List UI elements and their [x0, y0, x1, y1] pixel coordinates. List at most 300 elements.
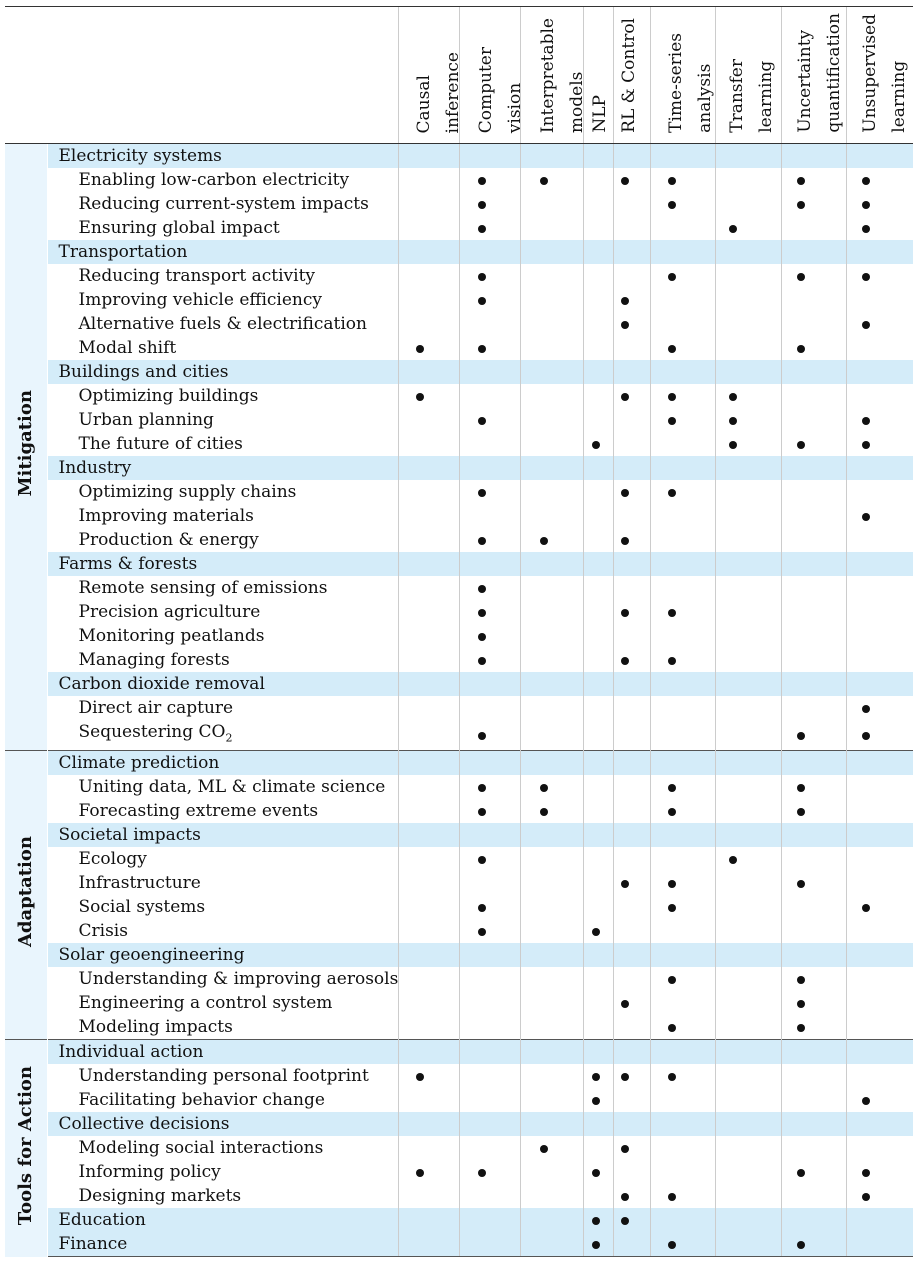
- method-cell: [459, 456, 520, 480]
- method-cell: [520, 312, 583, 336]
- method-cell: [846, 1184, 913, 1208]
- method-cell: [613, 1232, 650, 1257]
- row-label-text: Solar geoengineering: [58, 945, 245, 966]
- method-cell: [520, 168, 583, 192]
- column-header-line: inference: [442, 51, 463, 133]
- category-row: [5, 672, 913, 696]
- method-cell: [520, 943, 583, 967]
- applicable-dot: [862, 732, 870, 740]
- method-cell: [650, 847, 715, 871]
- method-cell: [520, 216, 583, 240]
- applicable-dot: [797, 784, 805, 792]
- column-header-row: [5, 7, 913, 144]
- method-cell: [613, 751, 650, 776]
- applicable-dot: [478, 177, 486, 185]
- applicable-dot: [478, 904, 486, 912]
- applicable-dot: [621, 489, 629, 497]
- subtopic-label: [47, 1136, 398, 1160]
- method-cell: [650, 895, 715, 919]
- subtopic-row: [5, 1064, 913, 1088]
- method-cell: [846, 648, 913, 672]
- row-label-text: Buildings and cities: [58, 362, 229, 382]
- row-label-text: Ecology: [78, 849, 147, 870]
- method-cell: [650, 624, 715, 648]
- method-cell: [715, 552, 781, 576]
- subtopic-row: [5, 216, 913, 240]
- method-cell: [613, 552, 650, 576]
- applicable-dot: [862, 441, 870, 449]
- subtopic-row: [5, 432, 913, 456]
- method-cell: [846, 1160, 913, 1184]
- method-cell: [846, 1112, 913, 1136]
- category-row: [5, 552, 913, 576]
- method-cell: [715, 1015, 781, 1040]
- row-label-text: Optimizing supply chains: [78, 482, 297, 502]
- subtopic-row: [5, 720, 913, 751]
- method-cell: [715, 919, 781, 943]
- method-cell: [583, 264, 613, 288]
- method-cell: [715, 600, 781, 624]
- row-label-text: Climate prediction: [58, 753, 220, 774]
- method-cell: [613, 312, 650, 336]
- subtopic-label: [47, 408, 398, 432]
- method-cell: [613, 1088, 650, 1112]
- subtopic-row: [5, 1136, 913, 1160]
- method-cell: [459, 168, 520, 192]
- row-label-text: Social systems: [78, 897, 206, 918]
- subtopic-row: [5, 775, 913, 799]
- method-cell: [459, 360, 520, 384]
- applicable-dot: [862, 225, 870, 233]
- applicable-dot: [797, 808, 805, 816]
- column-header-label: [723, 55, 781, 139]
- method-cell: [781, 192, 846, 216]
- category-row: [5, 1112, 913, 1136]
- method-cell: [613, 144, 650, 169]
- subtopic-label: [47, 384, 398, 408]
- method-cell: [715, 799, 781, 823]
- method-cell: [398, 1184, 459, 1208]
- category-label: [47, 823, 398, 847]
- method-cell: [520, 871, 583, 895]
- method-cell: [583, 624, 613, 648]
- column-header-label: [472, 43, 530, 139]
- method-cell: [781, 967, 846, 991]
- subtopic-label: [47, 1015, 398, 1040]
- method-cell: [459, 1184, 520, 1208]
- method-cell: [715, 528, 781, 552]
- subtopic-label: [47, 871, 398, 895]
- method-cell: [613, 240, 650, 264]
- applicable-dot: [478, 732, 486, 740]
- subtopic-label: [47, 168, 398, 192]
- method-cell: [846, 943, 913, 967]
- applicable-dot: [478, 225, 486, 233]
- applicable-dot: [668, 1073, 676, 1081]
- method-cell: [459, 991, 520, 1015]
- row-label-text: Managing forests: [78, 650, 230, 670]
- method-cell: [398, 1136, 459, 1160]
- subtopic-row: [5, 576, 913, 600]
- category-row: [5, 456, 913, 480]
- method-cell: [781, 871, 846, 895]
- applicable-dot: [621, 1217, 629, 1225]
- method-cell: [459, 600, 520, 624]
- method-cell: [613, 720, 650, 751]
- method-cell: [583, 168, 613, 192]
- method-cell: [781, 168, 846, 192]
- category-row: [5, 1040, 913, 1065]
- method-cell: [715, 168, 781, 192]
- method-cell: [583, 216, 613, 240]
- method-cell: [459, 624, 520, 648]
- method-cell: [650, 336, 715, 360]
- method-cell: [846, 919, 913, 943]
- subtopic-label: [47, 600, 398, 624]
- method-cell: [459, 144, 520, 169]
- method-cell: [520, 264, 583, 288]
- applicable-dot: [668, 880, 676, 888]
- method-cell: [781, 312, 846, 336]
- method-cell: [846, 288, 913, 312]
- method-cell: [781, 1088, 846, 1112]
- method-cell: [583, 1184, 613, 1208]
- method-cell: [459, 648, 520, 672]
- subtopic-row: [5, 312, 913, 336]
- method-cell: [650, 943, 715, 967]
- applicable-dot: [478, 297, 486, 305]
- category-row: [5, 751, 913, 776]
- method-cell: [650, 672, 715, 696]
- subtopic-label: [47, 799, 398, 823]
- applicable-dot: [862, 513, 870, 521]
- method-cell: [613, 1160, 650, 1184]
- subtopic-label: [47, 288, 398, 312]
- applicable-dot: [797, 976, 805, 984]
- method-cell: [846, 408, 913, 432]
- method-cell: [650, 216, 715, 240]
- applicable-dot: [797, 345, 805, 353]
- method-cell: [650, 480, 715, 504]
- method-cell: [398, 720, 459, 751]
- method-cell: [650, 288, 715, 312]
- method-cell: [613, 672, 650, 696]
- method-cell: [650, 991, 715, 1015]
- method-cell: [781, 1112, 846, 1136]
- column-header-line: Uncertainty: [794, 30, 815, 133]
- row-label-text: Understanding & improving aerosols: [78, 969, 399, 990]
- method-cell: [650, 1208, 715, 1232]
- section-label-cell: [5, 1040, 47, 1257]
- applicable-dot: [797, 201, 805, 209]
- method-cell: [583, 751, 613, 776]
- method-cell: [650, 1232, 715, 1257]
- method-cell: [459, 1088, 520, 1112]
- row-label-text: Carbon dioxide removal: [58, 674, 265, 694]
- category-row: [5, 360, 913, 384]
- method-cell: [583, 336, 613, 360]
- subtopic-label: [47, 1184, 398, 1208]
- method-cell: [715, 895, 781, 919]
- method-cell: [583, 823, 613, 847]
- method-cell: [520, 799, 583, 823]
- method-cell: [781, 240, 846, 264]
- column-header-line: Unsupervised: [859, 14, 880, 133]
- row-label-text: Individual action: [58, 1042, 204, 1063]
- method-cell: [781, 672, 846, 696]
- method-cell: [846, 871, 913, 895]
- applicable-dot: [797, 732, 805, 740]
- method-cell: [520, 919, 583, 943]
- category-row: [5, 144, 913, 169]
- applicable-dot: [621, 297, 629, 305]
- method-cell: [613, 919, 650, 943]
- method-cell: [846, 552, 913, 576]
- method-cell: [520, 432, 583, 456]
- subtopic-label: [47, 696, 398, 720]
- method-cell: [650, 1160, 715, 1184]
- applicable-dot: [621, 537, 629, 545]
- method-cell: [459, 1160, 520, 1184]
- method-cell: [520, 288, 583, 312]
- applicable-dot: [621, 1073, 629, 1081]
- applicable-dot: [862, 417, 870, 425]
- row-label-text: Enabling low-carbon electricity: [78, 170, 350, 190]
- category-label: [47, 751, 398, 776]
- method-cell: [650, 967, 715, 991]
- method-cell: [781, 624, 846, 648]
- method-cell: [583, 672, 613, 696]
- applicable-dot: [478, 537, 486, 545]
- method-cell: [846, 799, 913, 823]
- method-cell: [583, 1160, 613, 1184]
- method-cell: [613, 600, 650, 624]
- category-label: [47, 1232, 398, 1257]
- applicable-dot: [668, 1193, 676, 1201]
- applicable-dot: [797, 1000, 805, 1008]
- method-cell: [781, 216, 846, 240]
- row-label-text: Finance: [58, 1234, 128, 1255]
- method-cell: [781, 600, 846, 624]
- method-cell: [846, 1232, 913, 1257]
- subtopic-label: [47, 624, 398, 648]
- applicable-dot: [478, 657, 486, 665]
- column-header-line: NLP: [589, 95, 610, 133]
- subtopic-row: [5, 1015, 913, 1040]
- category-row: [5, 943, 913, 967]
- method-cell: [583, 312, 613, 336]
- applicable-dot: [862, 177, 870, 185]
- method-cell: [613, 1112, 650, 1136]
- method-cell: [520, 991, 583, 1015]
- method-cell: [398, 480, 459, 504]
- method-cell: [459, 967, 520, 991]
- method-cell: [781, 943, 846, 967]
- method-cell: [583, 1136, 613, 1160]
- column-header: [459, 7, 525, 144]
- section-label: Adaptation: [14, 836, 36, 948]
- method-cell: [650, 432, 715, 456]
- section-label: Tools for Action: [14, 1065, 36, 1225]
- method-cell: [781, 919, 846, 943]
- column-header-label: [586, 91, 615, 139]
- method-cell: [781, 823, 846, 847]
- method-cell: [520, 1040, 583, 1065]
- method-cell: [846, 264, 913, 288]
- method-cell: [520, 672, 583, 696]
- applicable-dot: [621, 1000, 629, 1008]
- method-cell: [613, 216, 650, 240]
- method-cell: [715, 823, 781, 847]
- method-cell: [715, 624, 781, 648]
- method-cell: [459, 408, 520, 432]
- method-cell: [715, 408, 781, 432]
- column-header-line: quantification: [823, 13, 844, 133]
- method-cell: [715, 1064, 781, 1088]
- method-cell: [613, 871, 650, 895]
- method-cell: [459, 847, 520, 871]
- method-cell: [398, 1040, 459, 1065]
- method-cell: [650, 1184, 715, 1208]
- method-cell: [846, 456, 913, 480]
- method-cell: [613, 1040, 650, 1065]
- method-cell: [520, 696, 583, 720]
- applicable-dot: [729, 856, 737, 864]
- method-cell: [583, 432, 613, 456]
- method-cell: [650, 1015, 715, 1040]
- method-cell: [613, 264, 650, 288]
- applicable-dot: [621, 657, 629, 665]
- method-cell: [715, 264, 781, 288]
- method-cell: [715, 847, 781, 871]
- section-label-cell: [5, 751, 47, 1040]
- applicable-dot: [862, 273, 870, 281]
- method-cell: [650, 408, 715, 432]
- method-cell: [398, 847, 459, 871]
- applicable-dot: [668, 784, 676, 792]
- method-cell: [715, 384, 781, 408]
- applicable-dot: [862, 321, 870, 329]
- applicable-dot: [729, 393, 737, 401]
- method-cell: [398, 144, 459, 169]
- method-cell: [583, 360, 613, 384]
- method-cell: [846, 1088, 913, 1112]
- method-cell: [459, 751, 520, 776]
- method-cell: [398, 1208, 459, 1232]
- method-cell: [520, 552, 583, 576]
- subtopic-row: [5, 871, 913, 895]
- row-label-text: Engineering a control system: [78, 993, 333, 1014]
- method-cell: [459, 943, 520, 967]
- header-blank: [47, 7, 398, 144]
- applicable-dot: [592, 1241, 600, 1249]
- method-cell: [613, 504, 650, 528]
- method-cell: [613, 991, 650, 1015]
- method-cell: [846, 624, 913, 648]
- applicable-dot: [668, 417, 676, 425]
- row-label-text: Societal impacts: [58, 825, 201, 846]
- method-cell: [715, 288, 781, 312]
- method-cell: [715, 1136, 781, 1160]
- method-cell: [650, 1136, 715, 1160]
- subtopic-row: [5, 624, 913, 648]
- applicable-dot: [668, 393, 676, 401]
- method-cell: [781, 720, 846, 751]
- applicable-dot: [797, 1169, 805, 1177]
- applicable-dot: [621, 880, 629, 888]
- method-cell: [520, 1208, 583, 1232]
- method-cell: [520, 624, 583, 648]
- method-cell: [846, 775, 913, 799]
- method-cell: [650, 528, 715, 552]
- subtopic-label: [47, 312, 398, 336]
- applicable-dot: [862, 1169, 870, 1177]
- method-cell: [459, 775, 520, 799]
- method-cell: [650, 504, 715, 528]
- subtopic-label: [47, 336, 398, 360]
- category-label: [47, 456, 398, 480]
- row-label-text: Reducing transport activity: [78, 266, 316, 286]
- method-cell: [459, 312, 520, 336]
- applicable-dot: [478, 1169, 486, 1177]
- method-cell: [846, 192, 913, 216]
- row-label-text: Alternative fuels & electrification: [78, 314, 367, 334]
- column-header-line: vision: [504, 82, 525, 133]
- method-cell: [650, 799, 715, 823]
- method-cell: [398, 168, 459, 192]
- applicable-dot: [729, 417, 737, 425]
- column-header: [715, 7, 781, 144]
- method-cell: [846, 696, 913, 720]
- method-cell: [398, 1015, 459, 1040]
- applicable-dot: [478, 856, 486, 864]
- method-cell: [613, 168, 650, 192]
- applicable-dot: [621, 321, 629, 329]
- subtopic-row: [5, 895, 913, 919]
- method-cell: [459, 288, 520, 312]
- method-cell: [459, 1112, 520, 1136]
- method-cell: [650, 1040, 715, 1065]
- applicable-dot: [862, 201, 870, 209]
- method-cell: [613, 1015, 650, 1040]
- method-cell: [520, 847, 583, 871]
- applicable-dot: [478, 489, 486, 497]
- applicable-dot: [621, 1145, 629, 1153]
- method-cell: [459, 480, 520, 504]
- method-cell: [459, 432, 520, 456]
- method-cell: [613, 895, 650, 919]
- method-cell: [520, 1088, 583, 1112]
- method-cell: [846, 312, 913, 336]
- category-label: [47, 1040, 398, 1065]
- method-cell: [715, 456, 781, 480]
- method-cell: [583, 1232, 613, 1257]
- column-header-label: [791, 9, 849, 139]
- applicable-dot: [729, 441, 737, 449]
- subtopic-label: [47, 895, 398, 919]
- row-label-text: Education: [58, 1210, 146, 1231]
- method-cell: [398, 1088, 459, 1112]
- method-cell: [520, 408, 583, 432]
- applicable-dot: [797, 441, 805, 449]
- column-header: [398, 7, 463, 144]
- applicable-dot: [668, 273, 676, 281]
- method-cell: [781, 408, 846, 432]
- method-cell: [459, 823, 520, 847]
- row-label-text: Modeling impacts: [78, 1017, 233, 1038]
- method-cell: [613, 696, 650, 720]
- subtopic-row: [5, 264, 913, 288]
